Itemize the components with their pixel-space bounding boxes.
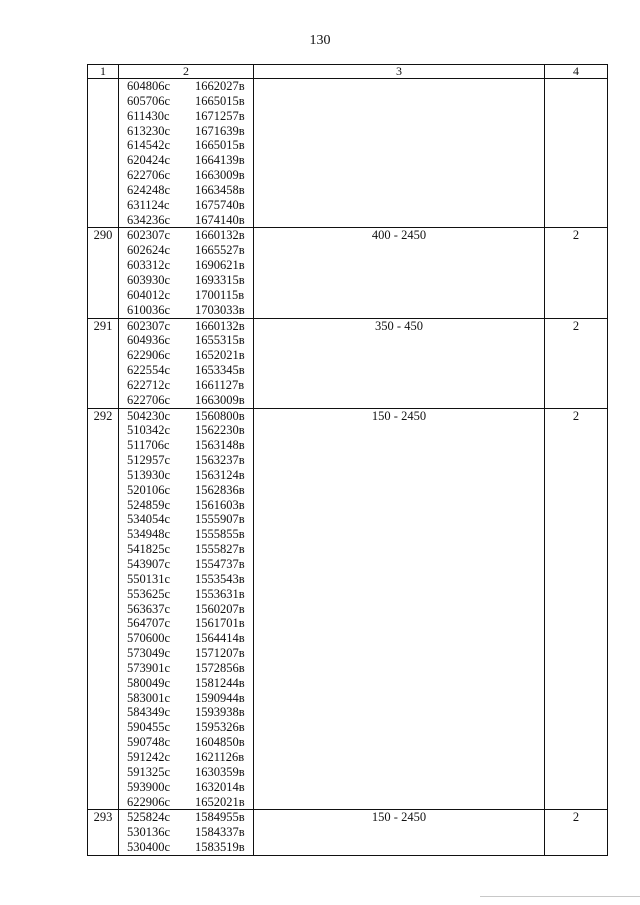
coordinate-pair [119, 483, 253, 498]
longitude-value: 1560800в [195, 408, 245, 423]
longitude-value: 1555907в [195, 512, 245, 527]
latitude-value: 613230с [127, 123, 171, 138]
coordinate-pair [119, 542, 253, 557]
latitude-value: 563637с [127, 601, 171, 616]
coordinate-pair [119, 153, 253, 168]
coordinates-cell [119, 810, 254, 856]
latitude-value: 602624с [127, 243, 171, 258]
latitude-value: 510342с [127, 423, 171, 438]
column-4-value: 2 [545, 228, 608, 318]
coordinate-pair [119, 735, 253, 750]
column-4-value: 2 [545, 318, 608, 408]
longitude-value: 1665015в [195, 93, 245, 108]
longitude-value: 1632014в [195, 779, 245, 794]
latitude-value: 590455с [127, 720, 171, 735]
coordinate-pair [119, 303, 253, 318]
row-number: 291 [88, 318, 119, 408]
coordinate-pair [119, 258, 253, 273]
coordinate-pair [119, 213, 253, 228]
longitude-value: 1584337в [195, 825, 245, 840]
latitude-value: 622706с [127, 168, 171, 183]
latitude-value: 525824с [127, 810, 171, 825]
latitude-value: 524859с [127, 497, 171, 512]
latitude-value: 622554с [127, 363, 171, 378]
latitude-value: 513930с [127, 467, 171, 482]
longitude-value: 1571207в [195, 646, 245, 661]
longitude-value: 1690621в [195, 258, 245, 273]
latitude-value: 622706с [127, 392, 171, 407]
longitude-value: 1595326в [195, 720, 245, 735]
column-4-value: 2 [545, 408, 608, 810]
coordinates-cell [119, 318, 254, 408]
latitude-value: 611430с [127, 108, 170, 123]
depth-range: 400 - 2450 [254, 228, 545, 318]
coordinate-pair [119, 109, 253, 124]
latitude-value: 591325с [127, 764, 171, 779]
longitude-value: 1604850в [195, 735, 245, 750]
coordinate-pair [119, 348, 253, 363]
coordinate-pair [119, 378, 253, 393]
footer-divider [480, 896, 640, 897]
row-number: 292 [88, 408, 119, 810]
coordinate-pair [119, 780, 253, 795]
longitude-value: 1590944в [195, 690, 245, 705]
coordinate-pair [119, 124, 253, 139]
latitude-value: 590748с [127, 735, 171, 750]
longitude-value: 1663009в [195, 392, 245, 407]
longitude-value: 1662027в [195, 79, 245, 93]
coordinate-pair [119, 138, 253, 153]
coordinate-pair [119, 409, 253, 424]
longitude-value: 1555855в [195, 527, 245, 542]
coordinate-pair [119, 498, 253, 513]
latitude-value: 580049с [127, 675, 171, 690]
table-row [88, 79, 608, 228]
longitude-value: 1583519в [195, 840, 245, 855]
latitude-value: 603312с [127, 258, 171, 273]
longitude-value: 1562836в [195, 482, 245, 497]
longitude-value: 1675740в [195, 197, 245, 212]
coordinate-pair [119, 646, 253, 661]
longitude-value: 1663458в [195, 182, 245, 197]
latitude-value: 610036с [127, 302, 171, 317]
coordinate-pair [119, 512, 253, 527]
latitude-value: 530400с [127, 840, 171, 855]
coordinate-pair [119, 243, 253, 258]
coordinates-cell [119, 408, 254, 810]
coordinate-pair [119, 393, 253, 408]
row-number: 290 [88, 228, 119, 318]
coordinate-pair [119, 333, 253, 348]
longitude-value: 1663009в [195, 168, 245, 183]
latitude-value: 634236с [127, 212, 171, 227]
latitude-value: 573901с [127, 660, 171, 675]
latitude-value: 593900с [127, 779, 171, 794]
latitude-value: 624248с [127, 182, 171, 197]
longitude-value: 1564414в [195, 631, 245, 646]
row-number: 293 [88, 810, 119, 856]
column-header-4: 4 [545, 65, 608, 79]
table-header-row [88, 65, 608, 79]
latitude-value: 534948с [127, 527, 171, 542]
coordinate-pair [119, 228, 253, 243]
coordinate-pair [119, 423, 253, 438]
table-body [88, 79, 608, 856]
longitude-value: 1665527в [195, 243, 245, 258]
longitude-value: 1562230в [195, 423, 245, 438]
longitude-value: 1665015в [195, 138, 245, 153]
coordinate-pair [119, 273, 253, 288]
table-row [88, 228, 608, 318]
latitude-value: 622906с [127, 348, 171, 363]
depth-range: 150 - 2450 [254, 810, 545, 856]
latitude-value: 602307с [127, 228, 171, 243]
row-number [88, 79, 119, 228]
latitude-value: 603930с [127, 272, 171, 287]
latitude-value: 530136с [127, 825, 171, 840]
longitude-value: 1581244в [195, 675, 245, 690]
depth-range: 150 - 2450 [254, 408, 545, 810]
longitude-value: 1660132в [195, 318, 245, 333]
coordinate-pair [119, 319, 253, 334]
longitude-value: 1693315в [195, 272, 245, 287]
latitude-value: 614542с [127, 138, 171, 153]
latitude-value: 512957с [127, 453, 171, 468]
table-row [88, 318, 608, 408]
longitude-value: 1572856в [195, 660, 245, 675]
longitude-value: 1671639в [195, 123, 245, 138]
coordinate-pair [119, 602, 253, 617]
table-row [88, 810, 608, 856]
coordinate-pair [119, 557, 253, 572]
latitude-value: 504230с [127, 408, 171, 423]
latitude-value: 520106с [127, 482, 171, 497]
coordinate-pair [119, 825, 253, 840]
coordinate-pair [119, 363, 253, 378]
coordinate-pair [119, 795, 253, 810]
longitude-value: 1555827в [195, 542, 245, 557]
coordinate-pair [119, 198, 253, 213]
longitude-value: 1674140в [195, 212, 245, 227]
coordinate-pair [119, 691, 253, 706]
depth-range: 350 - 450 [254, 318, 545, 408]
longitude-value: 1703033в [195, 302, 245, 317]
latitude-value: 604806с [127, 79, 171, 93]
longitude-value: 1553631в [195, 586, 245, 601]
longitude-value: 1630359в [195, 764, 245, 779]
latitude-value: 631124с [127, 197, 170, 212]
longitude-value: 1660132в [195, 228, 245, 243]
column-header-3: 3 [254, 65, 545, 79]
coordinate-pair [119, 79, 253, 94]
longitude-value: 1561603в [195, 497, 245, 512]
coordinate-pair [119, 183, 253, 198]
coordinate-pair [119, 453, 253, 468]
coordinate-pair [119, 94, 253, 109]
coordinate-pair [119, 438, 253, 453]
coordinate-pair [119, 587, 253, 602]
longitude-value: 1652021в [195, 794, 245, 809]
longitude-value: 1560207в [195, 601, 245, 616]
column-header-2: 2 [119, 65, 254, 79]
longitude-value: 1563148в [195, 438, 245, 453]
coordinate-pair [119, 750, 253, 765]
table-row [88, 408, 608, 810]
latitude-value: 604012с [127, 287, 171, 302]
coordinate-pair [119, 616, 253, 631]
longitude-value: 1584955в [195, 810, 245, 825]
coordinates-table [87, 64, 608, 856]
latitude-value: 583001с [127, 690, 171, 705]
longitude-value: 1621126в [195, 749, 245, 764]
longitude-value: 1553543в [195, 571, 245, 586]
longitude-value: 1563237в [195, 453, 245, 468]
latitude-value: 570600с [127, 631, 171, 646]
coordinate-pair [119, 705, 253, 720]
latitude-value: 541825с [127, 542, 171, 557]
latitude-value: 604936с [127, 333, 171, 348]
coordinate-pair [119, 572, 253, 587]
latitude-value: 620424с [127, 153, 171, 168]
latitude-value: 564707с [127, 616, 171, 631]
coordinate-pair [119, 765, 253, 780]
coordinate-pair [119, 676, 253, 691]
longitude-value: 1563124в [195, 467, 245, 482]
coordinate-pair [119, 661, 253, 676]
longitude-value: 1593938в [195, 705, 245, 720]
latitude-value: 550131с [127, 571, 171, 586]
coordinate-pair [119, 527, 253, 542]
latitude-value: 622906с [127, 794, 171, 809]
coordinate-pair [119, 288, 253, 303]
latitude-value: 511706с [127, 438, 170, 453]
longitude-value: 1653345в [195, 363, 245, 378]
coordinate-pair [119, 468, 253, 483]
latitude-value: 602307с [127, 318, 171, 333]
latitude-value: 543907с [127, 557, 171, 571]
column-header-1: 1 [88, 65, 119, 79]
longitude-value: 1664139в [195, 153, 245, 168]
coordinate-pair [119, 631, 253, 646]
coordinate-pair [119, 840, 253, 855]
latitude-value: 591242с [127, 749, 171, 764]
latitude-value: 584349с [127, 705, 171, 720]
longitude-value: 1561701в [195, 616, 245, 631]
page-number: 130 [309, 33, 331, 48]
longitude-value: 1700115в [195, 287, 245, 302]
longitude-value: 1655315в [195, 333, 245, 348]
coordinate-pair [119, 168, 253, 183]
coordinates-cell [119, 79, 254, 228]
longitude-value: 1652021в [195, 348, 245, 363]
column-4-value [545, 79, 608, 228]
latitude-value: 605706с [127, 93, 171, 108]
coordinates-cell [119, 228, 254, 318]
coordinate-pair [119, 720, 253, 735]
longitude-value: 1554737в [195, 557, 245, 571]
column-4-value: 2 [545, 810, 608, 856]
depth-range [254, 79, 545, 228]
latitude-value: 553625с [127, 586, 171, 601]
latitude-value: 622712с [127, 377, 171, 392]
latitude-value: 573049с [127, 646, 171, 661]
coordinate-pair [119, 810, 253, 825]
longitude-value: 1671257в [195, 108, 245, 123]
longitude-value: 1661127в [195, 377, 245, 392]
latitude-value: 534054с [127, 512, 171, 527]
